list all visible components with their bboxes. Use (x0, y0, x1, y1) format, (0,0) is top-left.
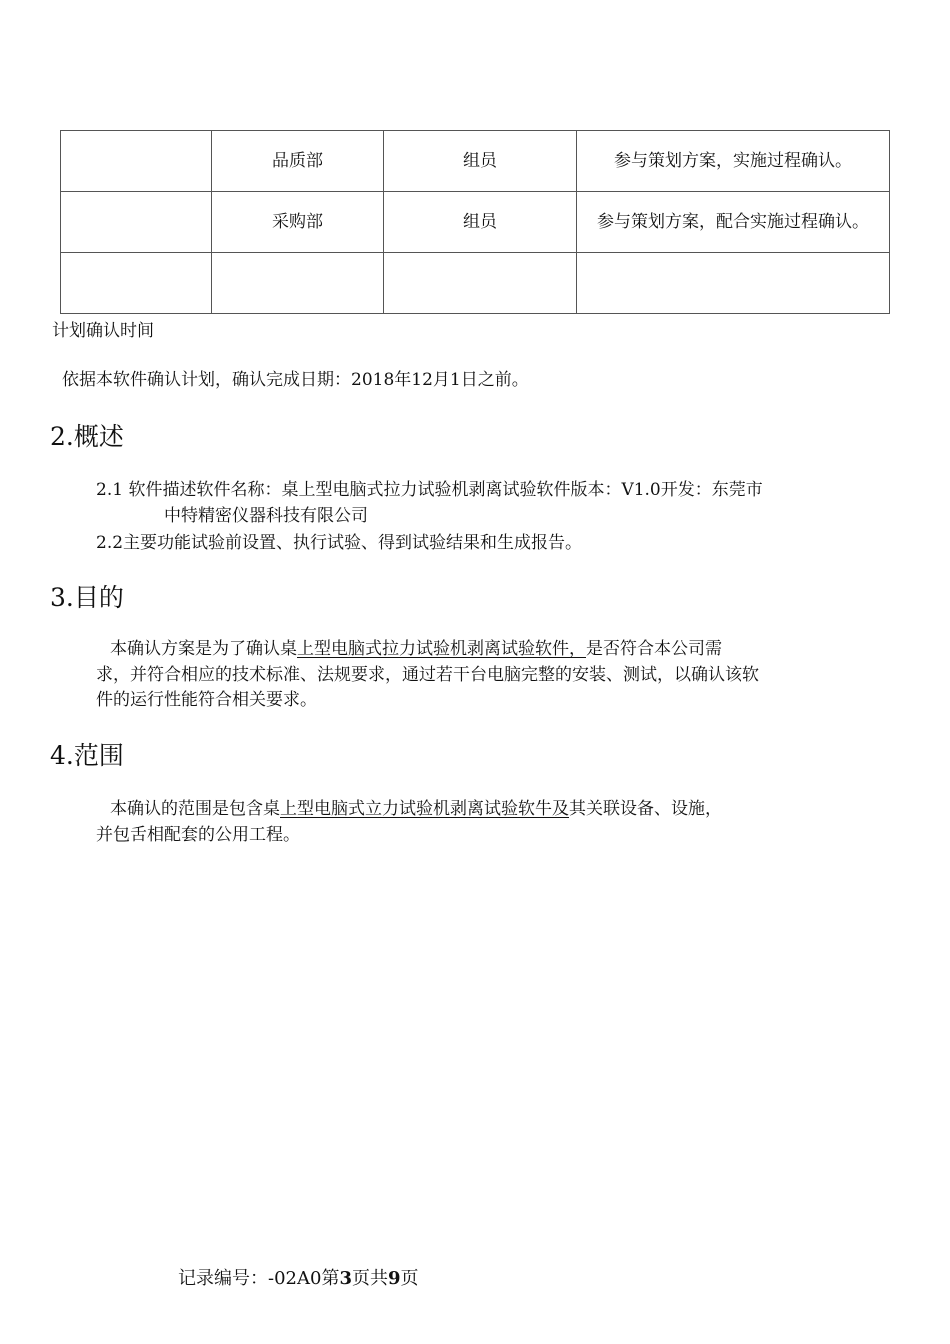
table-row (61, 192, 890, 253)
table-cell-unit: 品质部 (212, 131, 384, 192)
purpose-paragraph-line (110, 638, 722, 660)
plan-time-body: 依据本软件确认计划，确认完成日期：2018年12月1日之前。 (62, 370, 529, 390)
purpose-paragraph-line: 件的运行性能符合相关要求。 (96, 690, 317, 710)
scope-text: 其关联设备、设施， (569, 799, 722, 819)
scope-heading: 4.范围 (50, 741, 124, 770)
page-number: 3 (339, 1268, 352, 1289)
table-cell-dept (61, 253, 212, 314)
overview-item-1-cont: 中特精密仪器科技有限公司 (164, 506, 368, 526)
table-row (61, 253, 890, 314)
responsibility-table (60, 130, 890, 314)
overview-item-1: 2.1 软件描述软件名称：桌上型电脑式拉力试验机剥离试验软件版本：V1.0开发：东莞市 (96, 480, 763, 500)
page-footer (178, 1264, 419, 1290)
record-number: 记录编号：-02A0 (178, 1268, 322, 1289)
table-cell-role: 组员 (384, 192, 577, 253)
table-cell-unit: 采购部 (212, 192, 384, 253)
table-cell-role (384, 253, 577, 314)
table-cell-dept (61, 131, 212, 192)
scope-text: 本确认的范围是包含桌 (110, 799, 280, 819)
purpose-software-name: 上型电脑式拉力试验机剥离试验软件， (297, 639, 586, 659)
table-cell-duty: 参与策划方案，配合实施过程确认。 (577, 192, 890, 253)
purpose-heading: 3.目的 (50, 583, 124, 612)
plan-time-title: 计划确认时间 (52, 321, 154, 341)
scope-paragraph-line: 并包舌相配套的公用工程。 (96, 825, 300, 845)
overview-heading: 2.概述 (50, 422, 124, 451)
page-label: 页共 (351, 1268, 388, 1289)
table-cell-duty: 参与策划方案，实施过程确认。 (577, 131, 890, 192)
table-cell-role: 组员 (384, 131, 577, 192)
table-cell-unit (212, 253, 384, 314)
page-label: 第 (321, 1268, 340, 1289)
scope-paragraph-line (110, 798, 722, 820)
table-cell-duty (577, 253, 890, 314)
table-cell-dept (61, 192, 212, 253)
table-row (61, 131, 890, 192)
purpose-text: 本确认方案是为了确认桌 (110, 639, 297, 659)
overview-item-2: 2.2主要功能试验前设置、执行试验、得到试验结果和生成报告。 (96, 533, 583, 553)
purpose-text: 是否符合本公司需 (586, 639, 722, 659)
page-label: 页 (400, 1268, 419, 1289)
purpose-paragraph-line: 求，并符合相应的技术标准、法规要求，通过若干台电脑完整的安装、测试，以确认该软 (96, 665, 759, 685)
page-total: 9 (387, 1268, 401, 1289)
scope-software-name: 上型电脑式立力试验机剥离试验软牛及 (280, 799, 569, 819)
